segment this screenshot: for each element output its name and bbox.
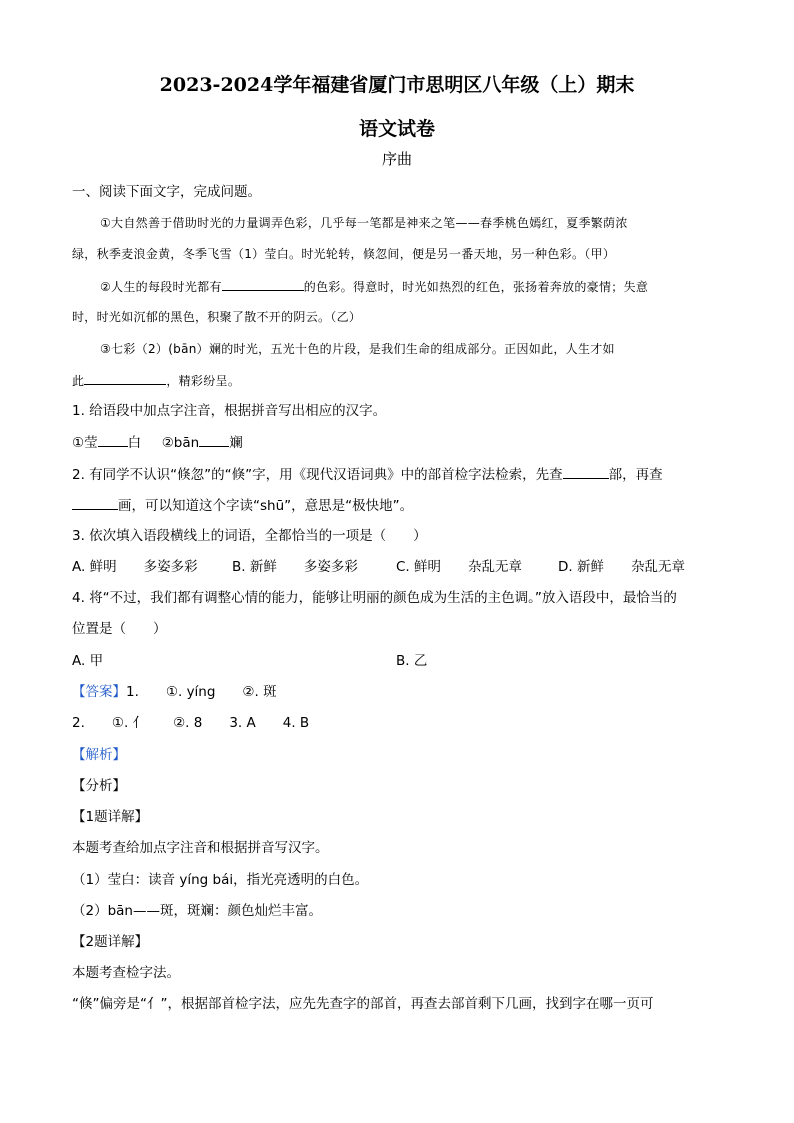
fill-blank (72, 495, 118, 510)
q3-option-b: B. 新鲜 多姿多彩 (232, 559, 358, 575)
question-4-line1: 4. 将“不过，我们都有调整心情的能力，能够让明丽的颜色成为生活的主色调。”放入语段中，最恰当的 (72, 590, 677, 606)
analysis-label: 【解析】 (72, 747, 126, 763)
passage-p3-pre: 此 (72, 374, 85, 388)
question-4-options (72, 651, 427, 671)
question-3-options (72, 557, 685, 577)
exam-subtitle: 语文试卷 (358, 118, 435, 140)
answer-row1 (72, 682, 277, 702)
q3-option-a: A. 鲜明 多姿多彩 (72, 559, 198, 575)
detail-1-heading: 【1题详解】 (72, 809, 149, 825)
question-1-items (72, 432, 243, 453)
question-1: 1. 给语段中加点字注音，根据拼音写出相应的汉字。 (72, 403, 387, 419)
question-4-line2: 位置是（ ） (72, 621, 167, 637)
fill-blank (563, 464, 609, 479)
detail-1-line3: （2）bān——斑，斑斓：颜色灿烂丰富。 (72, 903, 322, 919)
q1-sub1-post: 白 (127, 435, 142, 451)
detail-2-line1: 本题考查检字法。 (72, 965, 180, 981)
answer-label: 【答案】 (72, 684, 126, 700)
section-title: 序曲 (381, 150, 412, 168)
question-2-line2 (72, 495, 413, 516)
passage-p2-line2: 时，时光如沉郁的黑色，积聚了散不开的阴云。（乙） (72, 310, 362, 324)
q1-sub2-post: 斓 (229, 435, 243, 451)
fill-blank (98, 432, 128, 447)
passage-p1-line1: ①大自然善于借助时光的力量调弄色彩，几乎每一笔都是神来之笔——春季桃色嫣红，夏季繁荫浓 (100, 216, 628, 230)
detail-1-line2: （1）莹白：读音 yíng bái，指光亮透明的白色。 (72, 872, 369, 888)
q4-option-a: A. 甲 (72, 653, 104, 669)
passage-p3-line2 (72, 370, 240, 391)
analysis-fenxi: 【分析】 (72, 778, 126, 794)
q2-line2-post: 画，可以知道这个字读“shū”，意思是“极快地”。 (118, 498, 414, 514)
fill-blank (222, 276, 304, 291)
answer-row2: 2. ①. 亻 ②. 8 3. A 4. B (72, 715, 310, 731)
passage-p3-line1: ③七彩（2）(bān）斓的时光，五光十色的片段，是我们生命的组成部分。正因如此，人生才如 (100, 342, 615, 356)
passage-p2-post: 的色彩。得意时，时光如热烈的红色，张扬着奔放的豪情；失意 (303, 280, 649, 294)
question-intro: 一、阅读下面文字，完成问题。 (72, 184, 261, 200)
question-3: 3. 依次填入语段横线上的词语，全都恰当的一项是（ ） (72, 528, 427, 544)
detail-2-heading: 【2题详解】 (72, 934, 149, 950)
q3-option-c: C. 鲜明 杂乱无章 (396, 559, 523, 575)
q4-option-b: B. 乙 (396, 653, 428, 669)
exam-title: 2023-2024学年福建省厦门市思明区八年级（上）期末 (159, 74, 635, 96)
passage-p2-line1 (100, 276, 648, 297)
passage-p1-line2: 绿，秋季麦浪金黄，冬季飞雪（1）莹白。时光轮转，倏忽间，便是另一番天地，另一种色彩。（甲） (72, 247, 616, 261)
q2-line1-pre: 2. 有同学不认识“倏忽”的“倏”字，用《现代汉语词典》中的部首检字法检索，先查 (72, 467, 563, 483)
passage-p3-post: ，精彩纷呈。 (166, 374, 241, 388)
fill-blank (84, 370, 166, 385)
fill-blank (199, 432, 229, 447)
detail-2-line2: “倏”偏旁是“亻”，根据部首检字法，应先先查字的部首，再查去部首剩下几画，找到字在哪一页可 (72, 996, 654, 1012)
q1-sub1-pre: ①莹 (72, 435, 98, 451)
detail-1-line1: 本题考查给加点字注音和根据拼音写汉字。 (72, 840, 329, 856)
q2-line1-post: 部，再查 (608, 467, 663, 483)
q1-sub2-pre: ②bān (161, 435, 200, 451)
passage-p2-pre: ②人生的每段时光都有 (100, 280, 222, 294)
question-2-line1 (72, 464, 663, 485)
q3-option-d: D. 新鲜 杂乱无章 (558, 559, 685, 575)
answer-row1-text: 1. ①. yíng ②. 斑 (126, 684, 277, 700)
